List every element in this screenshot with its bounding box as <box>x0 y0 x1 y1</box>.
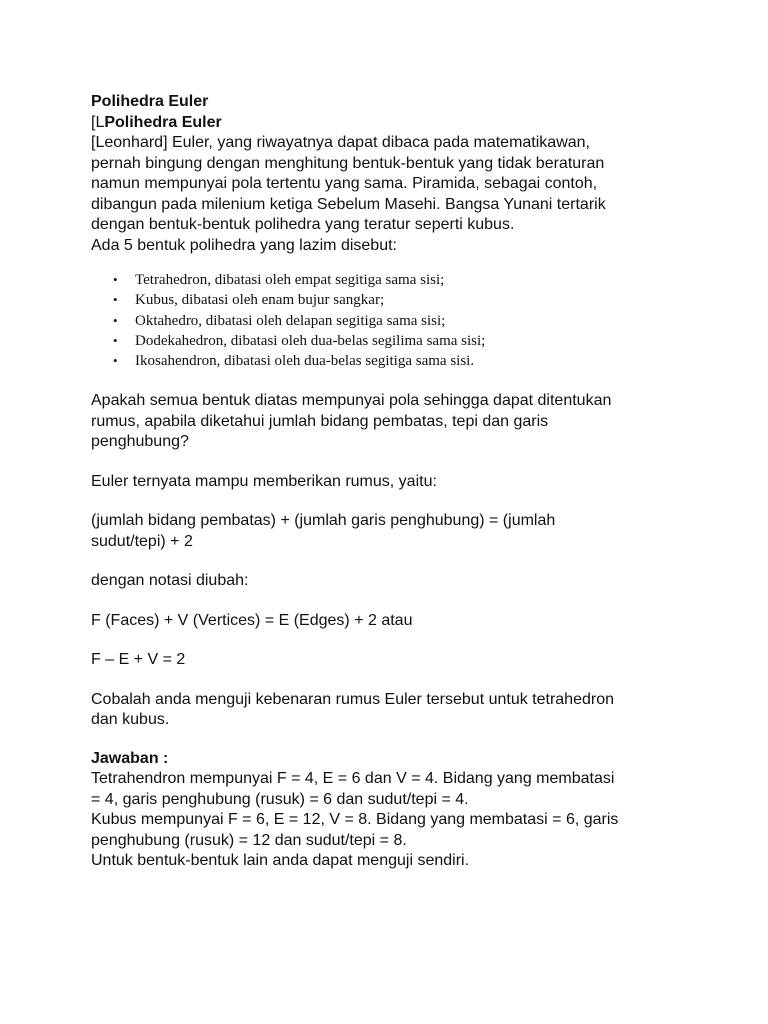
paragraph-line: Kubus mempunyai F = 6, E = 12, V = 8. Bidang yang membatasi = 6, garis <box>91 811 619 829</box>
bullet-icon: • <box>113 332 118 348</box>
list-item-text: Dodekahedron, dibatasi oleh dua-belas segilima sama sisi; <box>135 332 486 349</box>
bullet-icon: • <box>113 292 118 308</box>
euler-intro-paragraph: Euler ternyata mampu memberikan rumus, yaitu: <box>91 472 437 490</box>
spacer <box>91 453 691 472</box>
notation-intro-paragraph: dengan notasi diubah: <box>91 572 249 590</box>
list-item <box>113 311 691 331</box>
formula-words-paragraph <box>91 511 691 552</box>
question-paragraph <box>91 391 691 453</box>
paragraph-line: = 4, garis penghubung (rusuk) = 6 dan sudut/tepi = 4. <box>91 790 469 808</box>
intro-paragraph <box>91 133 691 256</box>
list-item <box>113 290 691 310</box>
list-item-text: Kubus, dibatasi oleh enam bujur sangkar; <box>135 292 385 309</box>
paragraph-line: Cobalah anda menguji kebenaran rumus Euler tersebut untuk tetrahedron <box>91 690 614 708</box>
answer-paragraph <box>91 769 691 872</box>
paragraph-line: namun mempunyai pola tertentu yang sama. Piramida, sebagai contoh, <box>91 175 598 192</box>
list-item-text: Ikosahendron, dibatasi oleh dua-belas segitiga sama sisi. <box>135 353 475 370</box>
spacer <box>91 671 691 690</box>
bullet-icon: • <box>113 353 118 369</box>
paragraph-line: Apakah semua bentuk diatas mempunyai pola sehingga dapat ditentukan <box>91 392 612 410</box>
list-item <box>113 270 691 290</box>
paragraph-line: dengan bentuk-bentuk polihedra yang teratur seperti kubus. <box>91 216 515 233</box>
polyhedra-list <box>91 270 691 371</box>
formula-short: F – E + V = 2 <box>91 651 186 669</box>
document-subtitle <box>91 113 691 134</box>
paragraph-line: Ada 5 bentuk polihedra yang lazim disebut: <box>91 236 397 254</box>
list-item <box>113 331 691 351</box>
list-item-text: Oktahedro, dibatasi oleh delapan segitiga sama sisi; <box>135 312 446 329</box>
paragraph-line: Untuk bentuk-bentuk lain anda dapat menguji sendiri. <box>91 852 470 870</box>
list-item <box>113 351 691 371</box>
paragraph-line: penghubung? <box>91 433 189 451</box>
exercise-paragraph <box>91 690 691 731</box>
paragraph-line: penghubung (rusuk) = 12 dan sudut/tepi = 8. <box>91 831 407 849</box>
spacer <box>91 631 691 650</box>
spacer <box>91 731 691 749</box>
paragraph-line: Tetrahendron mempunyai F = 4, E = 6 dan V = 4. Bidang yang membatasi <box>91 770 615 788</box>
bullet-icon: • <box>113 312 118 328</box>
paragraph-line: (jumlah bidang pembatas) + (jumlah garis penghubung) = (jumlah <box>91 512 556 530</box>
paragraph-line: sudut/tepi) + 2 <box>91 532 193 550</box>
formula-fve: F (Faces) + V (Vertices) = E (Edges) + 2 atau <box>91 611 413 629</box>
paragraph-line: dan kubus. <box>91 711 170 729</box>
document-title: Polihedra Euler <box>91 93 209 110</box>
spacer <box>91 371 691 391</box>
paragraph-line: pernah bingung dengan menghitung bentuk-bentuk yang tidak beraturan <box>91 154 605 172</box>
subtitle-prefix: [L <box>91 113 105 131</box>
spacer <box>91 592 691 611</box>
paragraph-line: rumus, apabila diketahui jumlah bidang pembatas, tepi dan garis <box>91 412 549 430</box>
answer-heading: Jawaban : <box>91 749 169 767</box>
bullet-icon: • <box>113 272 118 287</box>
spacer <box>91 552 691 571</box>
document-page <box>91 92 691 872</box>
subtitle-bold-text: Polihedra Euler <box>104 113 222 131</box>
list-item-text: Tetrahedron, dibatasi oleh empat segitiga sama sisi; <box>135 272 445 288</box>
paragraph-line: dibangun pada milenium ketiga Sebelum Masehi. Bangsa Yunani tertarik <box>91 195 606 213</box>
paragraph-line: [Leonhard] Euler, yang riwayatnya dapat dibaca pada matematikawan, <box>91 134 590 151</box>
spacer <box>91 492 691 511</box>
